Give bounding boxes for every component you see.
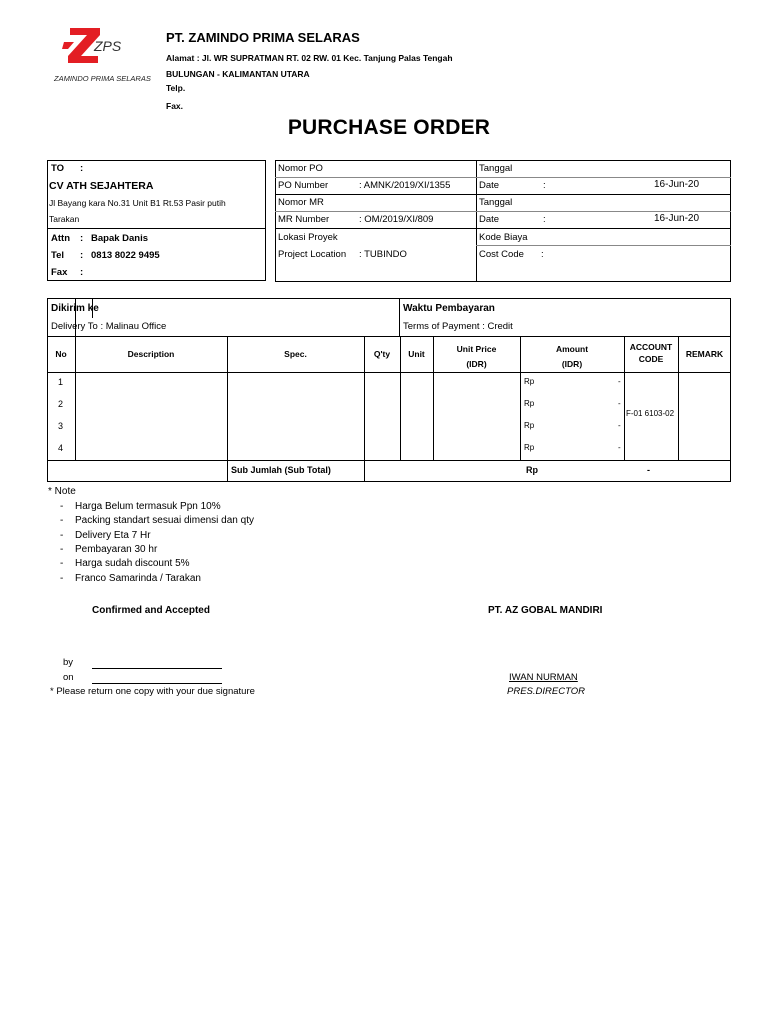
po-number-value: : AMNK/2019/XI/1355 <box>359 180 451 191</box>
row-amount: - <box>618 421 621 430</box>
kode-biaya-label: Kode Biaya <box>479 232 528 243</box>
waktu-label: Waktu Pembayaran <box>403 303 495 314</box>
fax-label: Fax <box>51 267 68 278</box>
logo-caption: ZAMINDO PRIMA SELARAS <box>54 74 151 83</box>
company-name: PT. ZAMINDO PRIMA SELARAS <box>166 30 360 45</box>
on-date-line <box>92 683 222 684</box>
cost-code-colon: : <box>541 249 544 260</box>
date-colon-1: : <box>543 180 546 191</box>
company-fax: Fax. <box>166 101 184 111</box>
date-label-2: Date <box>479 214 500 225</box>
fax-colon: : <box>80 267 84 278</box>
row-amount: - <box>618 399 621 408</box>
note-dash: - <box>60 544 64 555</box>
mr-number-label: MR Number <box>278 214 330 225</box>
date-label-1: Date <box>479 180 500 191</box>
dikirim-label: Dikirim ke <box>51 303 99 314</box>
account-code-value: F-01 6103-02 <box>626 409 675 418</box>
col-amount-idr: (IDR) <box>561 359 583 369</box>
note-dash: - <box>60 515 64 526</box>
logo-text: ZPS <box>94 38 122 54</box>
col-no: No <box>55 349 67 359</box>
row-rp: Rp <box>524 399 535 408</box>
note-dash: - <box>60 558 64 569</box>
note-item: Pembayaran 30 hr <box>75 544 158 555</box>
to-colon: : <box>80 163 84 174</box>
buyer-company: PT. AZ GOBAL MANDIRI <box>488 605 603 616</box>
by-label: by <box>63 657 74 668</box>
tanggal-label-2: Tanggal <box>479 197 513 208</box>
vendor-name: CV ATH SEJAHTERA <box>49 180 154 192</box>
row-rp: Rp <box>524 377 535 386</box>
vendor-city: Tarakan <box>49 214 80 224</box>
subtotal-label: Sub Jumlah (Sub Total) <box>231 465 331 475</box>
on-label: on <box>63 672 74 683</box>
row-amount: - <box>618 377 621 386</box>
note-item: Harga sudah discount 5% <box>75 558 190 569</box>
subtotal-value: - <box>647 465 650 475</box>
col-unit-price-idr: (IDR) <box>466 359 487 369</box>
project-location-label: Project Location <box>278 249 347 260</box>
col-amount: Amount <box>555 344 589 354</box>
company-address: Alamat : Jl. WR SUPRATMAN RT. 02 RW. 01 Kec. Tanjung Palas Tengah <box>166 53 453 63</box>
tel-colon: : <box>80 250 84 261</box>
attn-colon: : <box>80 233 84 244</box>
note-title: * Note <box>48 486 76 497</box>
payment-terms: Terms of Payment : Credit <box>403 321 513 332</box>
note-item: Packing standart sesuai dimensi dan qty <box>75 515 254 526</box>
row-rp: Rp <box>524 421 535 430</box>
row-rp: Rp <box>524 443 535 452</box>
note-dash: - <box>60 530 64 541</box>
date-value-2: 16-Jun-20 <box>654 213 700 224</box>
col-description: Description <box>127 349 175 359</box>
attn-value: Bapak Danis <box>91 233 149 244</box>
date-value-1: 16-Jun-20 <box>654 179 700 190</box>
signer-name: IWAN NURMAN <box>509 672 578 683</box>
company-telp: Telp. <box>166 83 186 93</box>
date-colon-2: : <box>543 214 546 225</box>
col-spec: Spec. <box>284 349 307 359</box>
col-unit-price: Unit Price <box>456 344 497 354</box>
col-qty: Q'ty <box>373 349 391 359</box>
col-account: ACCOUNT <box>629 342 673 352</box>
col-account-code: CODE <box>638 354 664 364</box>
cost-code-label: Cost Code <box>479 249 524 260</box>
tel-label: Tel <box>51 250 65 261</box>
po-number-label: PO Number <box>278 180 329 191</box>
by-signature-line <box>92 668 222 669</box>
attn-label: Attn <box>51 233 70 244</box>
col-remark: REMARK <box>685 349 724 359</box>
vendor-address: Jl Bayang kara No.31 Unit B1 Rt.53 Pasir putih <box>49 198 226 208</box>
col-unit: Unit <box>408 349 425 359</box>
row-no: 1 <box>58 377 64 387</box>
company-logo <box>54 26 154 88</box>
confirmed-label: Confirmed and Accepted <box>92 605 210 616</box>
note-item: Harga Belum termasuk Ppn 10% <box>75 501 221 512</box>
row-no: 3 <box>58 421 64 431</box>
project-location-value: : TUBINDO <box>359 249 407 260</box>
note-dash: - <box>60 573 64 584</box>
row-no: 4 <box>58 443 64 453</box>
tel-value: 0813 8022 9495 <box>91 250 160 261</box>
document-title: PURCHASE ORDER <box>287 116 491 139</box>
nomor-mr-label: Nomor MR <box>278 197 324 208</box>
row-amount: - <box>618 443 621 452</box>
row-no: 2 <box>58 399 64 409</box>
signer-title: PRES.DIRECTOR <box>507 686 585 697</box>
nomor-po-label: Nomor PO <box>278 163 323 174</box>
note-dash: - <box>60 501 64 512</box>
tanggal-label-1: Tanggal <box>479 163 513 174</box>
company-region: BULUNGAN - KALIMANTAN UTARA <box>166 69 310 79</box>
delivery-to: Delivery To : Malinau Office <box>51 321 167 332</box>
note-item: Delivery Eta 7 Hr <box>75 530 151 541</box>
lokasi-proyek-label: Lokasi Proyek <box>278 232 338 243</box>
subtotal-rp: Rp <box>526 465 538 475</box>
to-label: TO <box>51 163 65 174</box>
mr-number-value: : OM/2019/XI/809 <box>359 214 434 225</box>
note-item: Franco Samarinda / Tarakan <box>75 573 201 584</box>
return-note: * Please return one copy with your due signature <box>50 686 255 697</box>
